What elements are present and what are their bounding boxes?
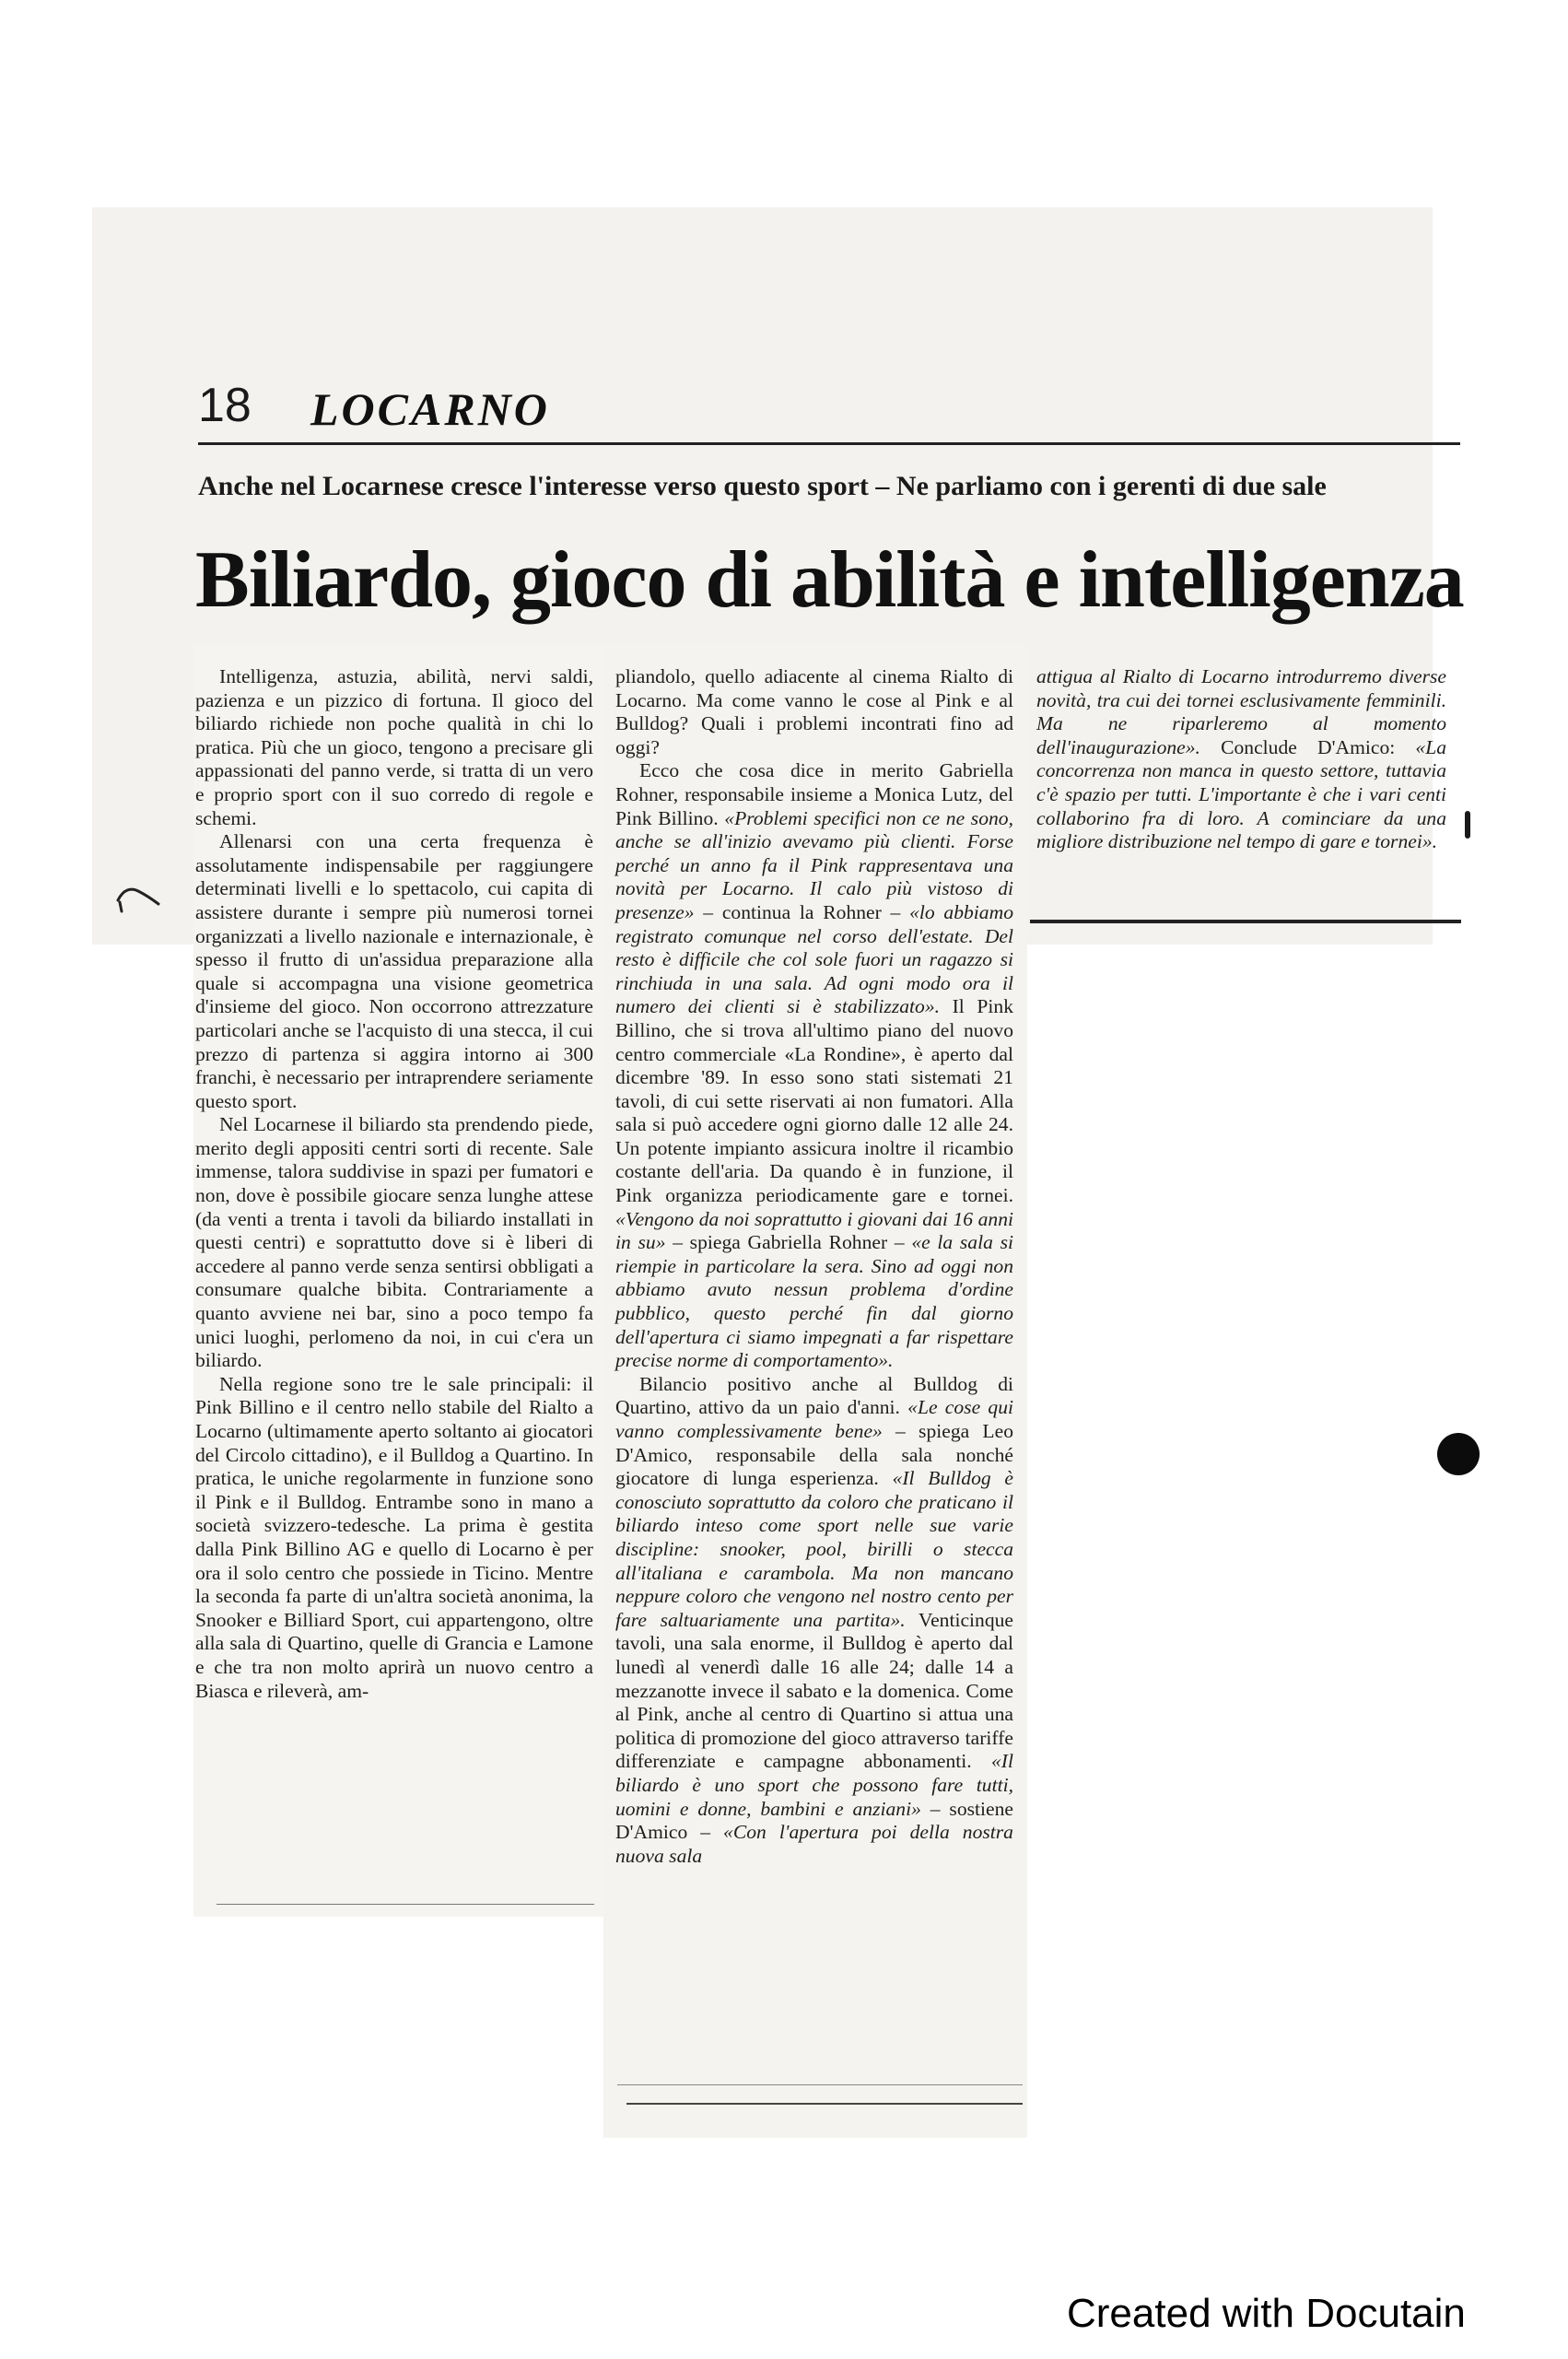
page-header	[198, 378, 1460, 445]
paragraph-text: – spiega Gabriella Rohner –	[665, 1231, 912, 1254]
paragraph-text: – sostiene D'Amico –	[615, 1797, 1013, 1844]
paragraph	[1036, 665, 1446, 854]
paragraph-text: pliandolo, quello adiacente al cinema Rialto di Locarno. Ma come vanno le cose al Pink e al Bulldog? Quali i problemi incontrati fino ad oggi?	[615, 665, 1013, 758]
paragraph	[615, 759, 1013, 1372]
article-column-2	[615, 665, 1013, 1868]
quote-text: «Il biliardo è uno sport che possono fare tutti, uomini e donne, bambini e anziani»	[615, 1750, 1013, 1820]
paragraph-text: Bilancio positivo anche al Bulldog di Quartino, attivo da un paio d'anni.	[615, 1372, 1013, 1419]
quote-text: «Vengono da noi soprattutto i giovani dai 16 anni in su»	[615, 1207, 1013, 1254]
pencil-mark-icon	[111, 880, 166, 917]
paragraph: Intelligenza, astuzia, abilità, nervi saldi, pazienza e un pizzico di fortuna. Il gioco del biliardo richiede non poche qualità in chi lo pratica. Più che un gioco, tengono a precisare gli appassionati del panno verde, si tratta di un vero e proprio sport con il suo corredo di regole e schemi.	[195, 665, 593, 829]
paragraph: Nella regione sono tre le sale principali: il Pink Billino e il centro nello stabile del Rialto a Locarno (ultimamente aperto soltanto ai giocatori del Circolo cittadino), e il Bulldog a Quartino. In pratica, le uniche regolarmente in funzione sono il Pink e il Bulldog. Entrambe sono in mano a società svizzero-tedesche. La prima è gestita dalla Pink Billino AG e quello di Locarno è per ora il solo centro che possiede in Ticino. Mentre la seconda fa parte di un'altra società anonima, la Snooker e Billiard Sport, cui appartengono, oltre alla sala di Quartino, quelle di Grancia e Lamone e che tra non molto aprirà un nuovo centro a Biasca e rileverà, am-	[195, 1372, 593, 1702]
column-end-rule	[1030, 920, 1461, 923]
paragraph	[615, 1373, 1013, 1868]
margin-mark-icon	[1465, 811, 1470, 839]
watermark: Created with Docutain	[1067, 2291, 1466, 2336]
article-title: Biliardo, gioco di abilità e intelligenza	[195, 535, 1464, 625]
quote-text: «Le cose qui vanno complessivamente bene»	[615, 1396, 1013, 1442]
article-column-3	[1036, 665, 1446, 854]
paragraph	[615, 665, 1013, 759]
quote-text: «Il Bulldog è conosciuto soprattutto da coloro che praticano il biliardo inteso come sport nelle sue varie discipline: snooker, pool, birilli o stecca all'italiana e carambola. Ma non mancano neppure coloro che vengono nel nostro cento per fare saltuariamente una partita».	[615, 1467, 1013, 1631]
paragraph-text: – spiega Leo D'Amico, responsabile della sala nonché giocatore di lunga esperienza.	[615, 1420, 1013, 1490]
paragraph-text: Ecco che cosa dice in merito Gabriella Rohner, responsabile insieme a Monica Lutz, del Pink Billino.	[615, 759, 1013, 829]
paragraph-text: – continua la Rohner –	[694, 900, 910, 923]
page-number: 18	[198, 379, 252, 432]
quote-text: «e la sala si riempie in particolare la sera. Sino ad oggi non abbiamo avuto nessun problema d'ordine pubblico, questo perché fin dal giorno dell'apertura ci siamo impegnati a far rispettare precise norme di comportamento».	[615, 1231, 1013, 1372]
paragraph-text: Il Pink Billino, che si trova all'ultimo piano del nuovo centro commerciale «La Rondine», è aperto dal dicembre '89. In esso sono stati sistemati 21 tavoli, di cui sette riservati ai non fumatori. Alla sala si può accedere ogni giorno dalle 12 alle 24. Un potente impianto assicura inoltre il ricambio costante dell'aria. Da quando è in funzione, il Pink organizza periodicamente gare e tornei.	[615, 995, 1013, 1207]
paragraph-text: Conclude D'Amico:	[1199, 735, 1416, 758]
paragraph-text: Venticinque tavoli, una sala enorme, il Bulldog è aperto dal lunedì al venerdì dalle 16 alle 24; dalle 14 a mezzanotte invece il sabato e la domenica. Come al Pink, anche al centro di Quartino si attua una politica di promozione del gioco attraverso tariffe differenziate e campagne abbonamenti.	[615, 1608, 1014, 1773]
article-column-1	[195, 665, 593, 1703]
quote-text: «La concorrenza non manca in questo settore, tuttavia c'è spazio per tutti. L'importante è che i vari centi collaborino fra di loro. A cominciare da una migliore distribuzione nel tempo di gare e tornei».	[1036, 735, 1446, 853]
quote-text: attigua al Rialto di Locarno introdurremo diverse novità, tra cui dei tornei esclusivamente femminili. Ma ne riparleremo al momento dell'inaugurazione».	[1036, 665, 1446, 758]
article-kicker: Anche nel Locarnese cresce l'interesse verso questo sport – Ne parliamo con i gerenti di due sale	[198, 471, 1327, 501]
paragraph: Allenarsi con una certa frequenza è assolutamente indispensabile per raggiungere determinati livelli e lo spettacolo, cui capita di assistere durante i sempre più numerosi tornei organizzati a livello nazionale e internazionale, è spesso il frutto di un'assidua preparazione alla quale si accompagna una visione geometrica d'insieme del gioco. Non occorrono attrezzature particolari anche se l'acquisto di una stecca, il cui prezzo di partenza si aggira intorno ai 300 franchi, è necessario per intraprendere seriamente questo sport.	[195, 830, 593, 1112]
punch-hole-icon	[1437, 1433, 1480, 1475]
column-end-rule	[216, 1904, 594, 1905]
column-divider	[617, 2084, 1023, 2085]
quote-text: «Problemi specifici non ce ne sono, anche se all'inizio avevamo più clienti. Forse perché un anno fa il Pink rappresentava una novità per Locarno. Il calo più vistoso di presenze»	[615, 806, 1013, 923]
section-title: LOCARNO	[310, 383, 550, 435]
quote-text: «Con l'apertura poi della nostra nuova sala	[615, 1821, 1013, 1867]
column-end-rule	[626, 2103, 1023, 2105]
paragraph: Nel Locarnese il biliardo sta prendendo piede, merito degli appositi centri sorti di recente. Sale immense, talora suddivise in spazi per fumatori e non, dove è possibile giocare senza lunghe attese (da venti a trenta i tavoli da biliardo installati in questi centri) e soprattutto dove si è liberi di accedere al panno verde senza sentirsi obbligati a consumare qualche bibita. Contrariamente a quanto avviene nei bar, sino a poco tempo fa unici luoghi, perlomeno da noi, in cui c'era un biliardo.	[195, 1113, 593, 1372]
quote-text: «lo abbiamo registrato comunque nel corso dell'estate. Del resto è difficile che col sole fuori un ragazzo si rinchiuda in una sala. Ad ogni modo ora il numero dei clienti si è stabilizzato».	[615, 900, 1013, 1018]
